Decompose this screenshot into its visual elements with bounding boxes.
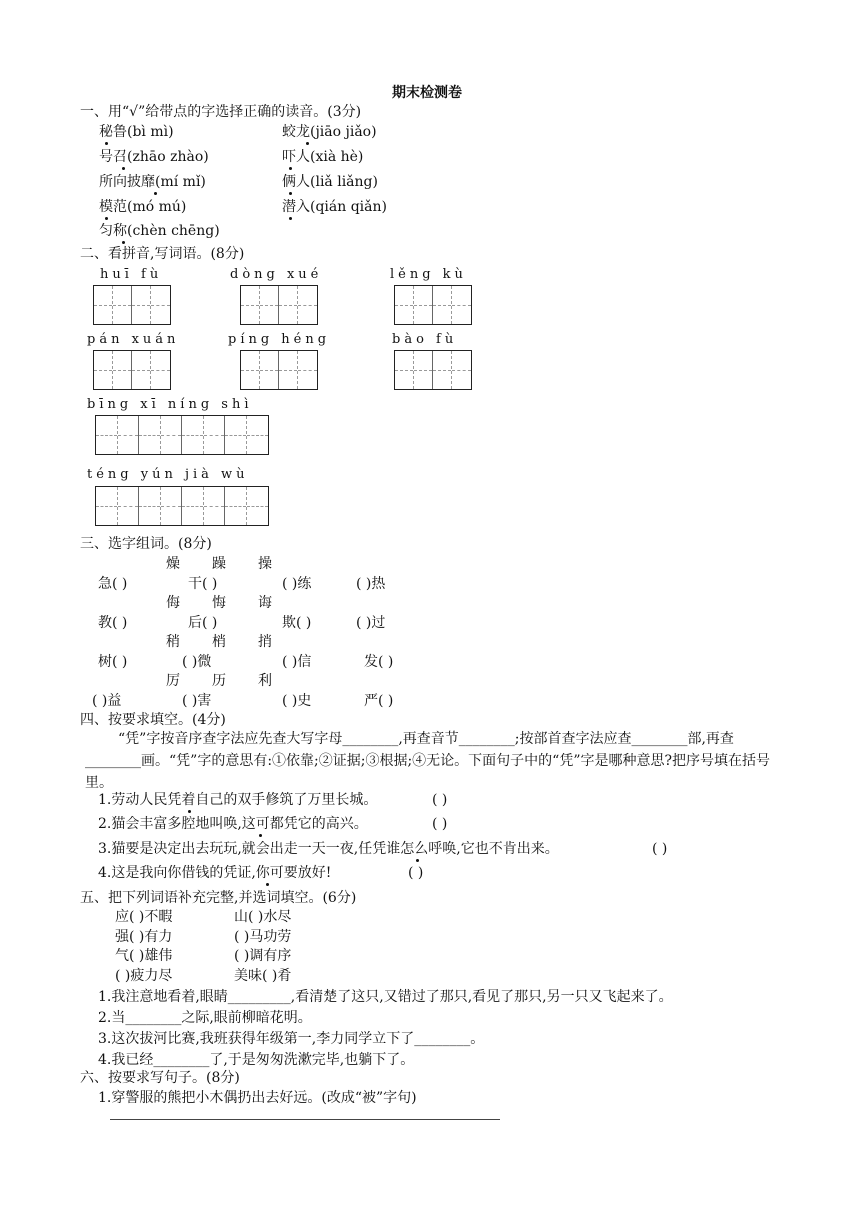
blank-item[interactable]: 急( ) bbox=[98, 576, 128, 592]
choice-char: 稍 bbox=[166, 634, 180, 650]
pinyin-label: bīng xī níng shì bbox=[87, 397, 253, 412]
s4-question: 2.猫会丰富多腔地叫唤,这可都凭它的高兴。 bbox=[98, 816, 368, 832]
s6-question: 1.穿警服的熊把小木偶扔出去好远。(改成“被”字句) bbox=[98, 1090, 417, 1106]
section1-heading: 一、用“√”给带点的字选择正确的读音。(3分) bbox=[80, 104, 362, 120]
emphasis-dot bbox=[105, 142, 108, 145]
choice-char: 燥 bbox=[166, 556, 180, 572]
blank-item[interactable]: ( )史 bbox=[282, 693, 312, 709]
choice-char: 诲 bbox=[258, 595, 272, 611]
blank-item[interactable]: 干( ) bbox=[188, 576, 218, 592]
emphasis-dot bbox=[289, 192, 292, 195]
s4-intro: “凭”字按音序查字法应先查大写字母________,再查音节________;按部首查字法应查________部,再查________画。“凭”字的意思有:①依靠;②证据;③根据;④无论。下面句子中的“凭”字是哪种意思?把序号填在括号里。 bbox=[85, 731, 770, 791]
emphasis-dot bbox=[306, 142, 309, 145]
writing-grid[interactable] bbox=[95, 486, 269, 526]
emphasis-dot bbox=[289, 167, 292, 170]
emphasis-dot bbox=[122, 167, 125, 170]
idiom-item[interactable]: 应( )不暇 bbox=[115, 909, 173, 925]
writing-grid[interactable] bbox=[394, 285, 472, 325]
blank-item[interactable]: 教( ) bbox=[98, 615, 128, 631]
s1-item: 秘鲁(bì mì) bbox=[99, 124, 174, 140]
s1-item: 潜入(qián qiǎn) bbox=[282, 199, 387, 215]
choice-char: 厉 bbox=[166, 673, 180, 689]
idiom-item[interactable]: 气( )雄伟 bbox=[115, 948, 173, 964]
answer-paren[interactable]: ( ) bbox=[652, 841, 668, 857]
s4-question: 1.劳动人民凭着自己的双手修筑了万里长城。 bbox=[98, 792, 378, 808]
s5-question: 1.我注意地看着,眼睛_________,看清楚了这只,又错过了那只,看见了那只,另一只又飞起来了。 bbox=[98, 989, 673, 1005]
idiom-item[interactable]: ( )调有序 bbox=[234, 948, 292, 964]
pinyin-label: píng héng bbox=[228, 332, 331, 347]
blank-item[interactable]: 后( ) bbox=[188, 615, 218, 631]
choice-char: 捎 bbox=[258, 634, 272, 650]
s1-item: 吓人(xià hè) bbox=[282, 149, 364, 165]
blank-item[interactable]: 严( ) bbox=[364, 693, 394, 709]
blank-item[interactable]: ( )过 bbox=[356, 615, 386, 631]
s1-item: 匀称(chèn chēng) bbox=[99, 223, 220, 239]
pinyin-label: pán xuán bbox=[87, 332, 180, 347]
choice-char: 侮 bbox=[166, 595, 180, 611]
choice-char: 悔 bbox=[212, 595, 226, 611]
blank-item[interactable]: ( )微 bbox=[182, 654, 212, 670]
s1-item: 号召(zhāo zhào) bbox=[99, 149, 209, 165]
section3-heading: 三、选字组词。(8分) bbox=[80, 536, 212, 552]
blank-item[interactable]: ( )练 bbox=[282, 576, 312, 592]
s5-question: 4.我已经________了,于是匆匆洗漱完毕,也躺下了。 bbox=[98, 1052, 415, 1068]
choice-char: 梢 bbox=[212, 634, 226, 650]
emphasis-dot bbox=[289, 217, 292, 220]
blank-item[interactable]: ( )害 bbox=[182, 693, 212, 709]
blank-item[interactable]: ( )信 bbox=[282, 654, 312, 670]
emphasis-dot bbox=[154, 192, 157, 195]
emphasis-dot bbox=[416, 859, 419, 862]
pinyin-label: dòng xué bbox=[230, 267, 323, 282]
s1-item: 所向披靡(mí mǐ) bbox=[99, 174, 206, 190]
s4-question: 4.这是我向你借钱的凭证,你可要放好! bbox=[98, 865, 332, 881]
idiom-item[interactable]: 美味( )肴 bbox=[234, 968, 292, 984]
blank-item[interactable]: ( )热 bbox=[356, 576, 386, 592]
idiom-item[interactable]: 山( )水尽 bbox=[234, 909, 292, 925]
idiom-item[interactable]: ( )马功劳 bbox=[234, 929, 292, 945]
writing-grid[interactable] bbox=[93, 350, 171, 390]
blank-item[interactable]: 树( ) bbox=[98, 654, 128, 670]
choice-char: 历 bbox=[212, 673, 226, 689]
choice-char: 操 bbox=[258, 556, 272, 572]
s1-item: 蛟龙(jiāo jiǎo) bbox=[282, 124, 377, 140]
emphasis-dot bbox=[105, 217, 108, 220]
writing-grid[interactable] bbox=[95, 415, 269, 455]
writing-grid[interactable] bbox=[240, 350, 318, 390]
s4-question: 3.猫要是决定出去玩玩,就会出走一天一夜,任凭谁怎么呼唤,它也不肯出来。 bbox=[98, 841, 559, 857]
emphasis-dot bbox=[259, 834, 262, 837]
answer-paren[interactable]: ( ) bbox=[432, 816, 448, 832]
emphasis-dot bbox=[266, 883, 269, 886]
writing-grid[interactable] bbox=[93, 285, 171, 325]
section2-heading: 二、看拼音,写词语。(8分) bbox=[80, 246, 245, 262]
s1-item: 俩人(liǎ liǎng) bbox=[282, 174, 378, 190]
s5-question: 2.当________之际,眼前柳暗花明。 bbox=[98, 1010, 312, 1026]
idiom-item[interactable]: 强( )有力 bbox=[115, 929, 173, 945]
section4-heading: 四、按要求填空。(4分) bbox=[80, 712, 226, 728]
writing-grid[interactable] bbox=[394, 350, 472, 390]
answer-line[interactable] bbox=[110, 1119, 500, 1120]
blank-item[interactable]: ( )益 bbox=[92, 693, 122, 709]
section5-heading: 五、把下列词语补充完整,并选词填空。(6分) bbox=[80, 890, 357, 906]
page-title: 期末检测卷 bbox=[392, 85, 462, 101]
pinyin-label: huī fù bbox=[100, 267, 163, 282]
pinyin-label: téng yún jià wù bbox=[87, 467, 249, 482]
writing-grid[interactable] bbox=[240, 285, 318, 325]
s1-item: 模范(mó mú) bbox=[99, 199, 187, 215]
answer-paren[interactable]: ( ) bbox=[432, 792, 448, 808]
emphasis-dot bbox=[188, 810, 191, 813]
section6-heading: 六、按要求写句子。(8分) bbox=[80, 1070, 240, 1086]
idiom-item[interactable]: ( )疲力尽 bbox=[115, 968, 173, 984]
blank-item[interactable]: 发( ) bbox=[364, 654, 394, 670]
pinyin-label: bào fù bbox=[392, 332, 458, 347]
pinyin-label: lěng kù bbox=[390, 267, 467, 282]
s5-question: 3.这次拔河比赛,我班获得年级第一,李力同学立下了________。 bbox=[98, 1031, 485, 1047]
blank-item[interactable]: 欺( ) bbox=[282, 615, 312, 631]
choice-char: 躁 bbox=[212, 556, 226, 572]
choice-char: 利 bbox=[258, 673, 272, 689]
answer-paren[interactable]: ( ) bbox=[408, 865, 424, 881]
emphasis-dot bbox=[122, 241, 125, 244]
